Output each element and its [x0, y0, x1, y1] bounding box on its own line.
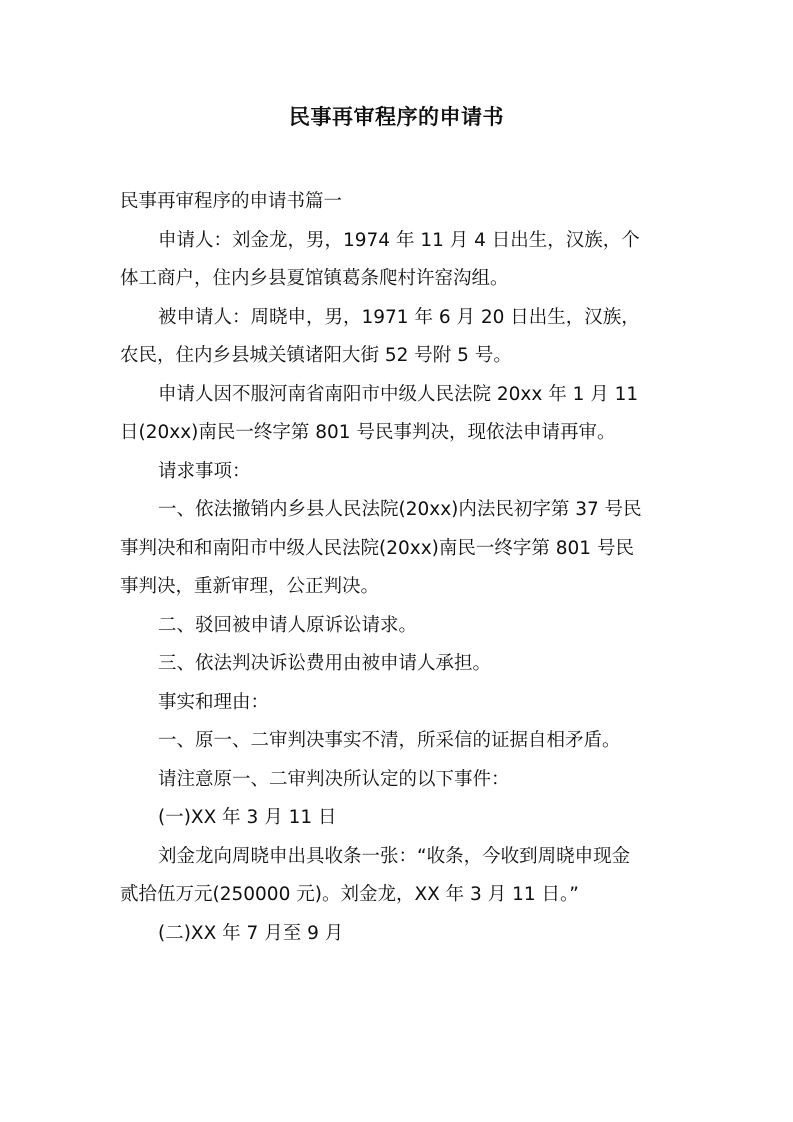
body-line: 事实和理由：: [158, 691, 270, 713]
body-line: 请注意原一、二审判决所认定的以下事件：: [158, 768, 510, 790]
body-line: 刘金龙向周晓申出具收条一张：“收条，今收到周晓申现金: [158, 845, 631, 867]
body-line: (二)XX 年 7 月至 9 月: [158, 922, 344, 944]
body-line: 申请人：刘金龙，男，1974 年 11 月 4 日出生，汉族，个: [158, 229, 640, 251]
body-line: 一、依法撤销内乡县人民法院(20xx)内法民初字第 37 号民: [158, 499, 642, 520]
body-line: 事判决，重新审理，公正判决。: [120, 576, 380, 597]
document-body: [120, 183, 676, 953]
body-line: 一、原一、二审判决事实不清，所采信的证据自相矛盾。: [158, 730, 621, 751]
body-line: 三、依法判决诉讼费用由被申请人承担。: [158, 653, 492, 674]
document-title: 民事再审程序的申请书: [289, 105, 504, 129]
body-line: 二、驳回被申请人原诉讼请求。: [158, 614, 418, 636]
body-line: 事判决和和南阳市中级人民法院(20xx)南民一终字第 801 号民: [120, 537, 634, 559]
body-line: (一)XX 年 3 月 11 日: [158, 807, 337, 828]
body-line: 体工商户，住内乡县夏馆镇葛条爬村许窑沟组。: [120, 268, 509, 289]
body-line: 申请人因不服河南省南阳市中级人民法院 20xx 年 1 月 11: [158, 383, 639, 405]
body-line: 贰拾伍万元(250000 元)。刘金龙，XX 年 3 月 11 日。”: [120, 884, 579, 905]
body-line: 被申请人：周晓申，男，1971 年 6 月 20 日出生，汉族，: [158, 306, 640, 328]
body-line: 请求事项：: [158, 460, 251, 482]
body-line: 民事再审程序的申请书篇一: [120, 191, 343, 212]
body-line: 日(20xx)南民一终字第 801 号民事判决，现依法申请再审。: [120, 422, 616, 443]
body-line: 农民，住内乡县城关镇诸阳大街 52 号附 5 号。: [120, 345, 512, 366]
